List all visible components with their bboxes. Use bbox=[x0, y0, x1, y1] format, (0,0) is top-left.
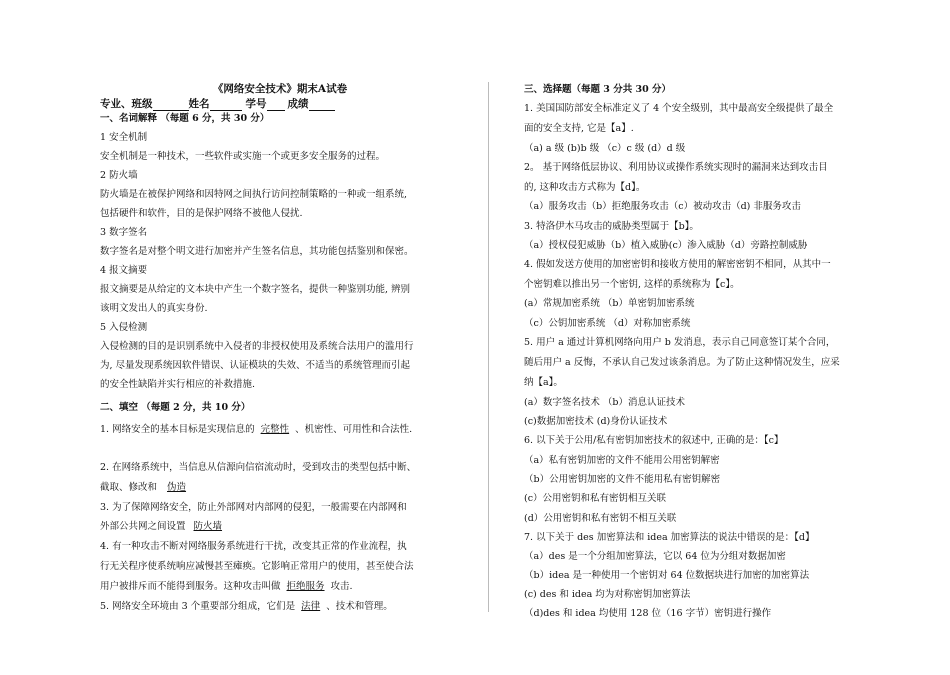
student-info-line bbox=[100, 98, 335, 111]
fill-2-answer: 伪造 bbox=[167, 482, 187, 493]
term-2-heading: 2 防火墙 bbox=[100, 170, 138, 181]
q6-option-b: （b）公用密钥加密的文件不能用私有密钥解密 bbox=[524, 474, 721, 485]
q5-line-1: 5. 用户 a 通过计算机网络向用户 b 发消息，表示自己同意签订某个合同， bbox=[524, 337, 836, 348]
q7-option-b: （b）idea 是一种使用一个密钥对 64 位数据块进行加密的加密算法 bbox=[524, 570, 810, 581]
exam-title: 《网络安全技术》期末A试卷 bbox=[212, 83, 348, 95]
fill-5-text-b: 、技术和管理。 bbox=[326, 601, 393, 612]
term-4-body-2: 该明文发出人的真实身份. bbox=[100, 303, 208, 314]
q4-options-1: (a）常规加密系统 （b）单密钥加密系统 bbox=[524, 298, 695, 309]
fill-4-line-3 bbox=[100, 580, 353, 593]
score-label: 成绩 bbox=[287, 98, 309, 110]
term-2-body-1: 防火墙是在被保护网络和因特网之间执行访问控制策略的一种或一组系统, bbox=[100, 189, 408, 200]
section-2-heading: 二、填空 （每题 2 分，共 10 分） bbox=[100, 402, 251, 413]
q5-options-2: (c)数据加密技术 (d)身份认证技术 bbox=[524, 416, 668, 427]
major-class-label: 专业、班级 bbox=[100, 98, 153, 110]
term-5-heading: 5 入侵检测 bbox=[100, 322, 148, 333]
term-5-body-3: 的安全性缺陷并实行相应的补救措施. bbox=[100, 379, 256, 390]
section-3-heading: 三、选择题（每题 3 分共 30 分） bbox=[524, 84, 672, 95]
fill-3-line-1: 3. 为了保障网络安全，防止外部网对内部网的侵犯，一般需要在内部网和 bbox=[100, 502, 407, 513]
student-id-label: 学号 bbox=[245, 98, 267, 110]
term-2-body-2: 包括硬件和软件，目的是保护网络不被他人侵扰. bbox=[100, 208, 303, 219]
fill-4-line-1: 4. 有一种攻击不断对网络服务系统进行干扰，改变其正常的作业流程，执 bbox=[100, 541, 407, 552]
score-blank[interactable] bbox=[309, 98, 335, 111]
q2-line-1: 2。 基于网络低层协议、利用协议或操作系统实现时的漏洞来达到攻击目 bbox=[524, 162, 828, 173]
q5-line-3: 纳【a】。 bbox=[524, 377, 563, 388]
fill-1 bbox=[100, 423, 412, 436]
q5-line-2: 随后用户 a 反悔，不承认自己发过该条消息。为了防止这种情况发生，应采 bbox=[524, 357, 840, 368]
q1-line-2: 面的安全支持, 它是【a】. bbox=[524, 123, 634, 134]
fill-4-text-c: 用户被排斥而不能得到服务。这种攻击叫做 bbox=[100, 581, 281, 592]
section-1-heading: 一、名词解释 （每题 6 分，共 30 分） bbox=[100, 113, 270, 124]
q4-options-2: （c）公钥加密系统 （d）对称加密系统 bbox=[524, 318, 691, 329]
fill-1-answer: 完整性 bbox=[260, 424, 290, 435]
term-3-body: 数字签名是对整个明文进行加密并产生签名信息，其功能包括鉴别和保密。 bbox=[100, 246, 414, 257]
major-class-blank[interactable] bbox=[153, 98, 189, 111]
term-1-body: 安全机制是一种技术，一些软件或实施一个或更多安全服务的过程。 bbox=[100, 151, 386, 162]
q4-line-1: 4. 假如发送方使用的加密密钥和接收方使用的解密密钥不相同，从其中一 bbox=[524, 259, 831, 270]
q3-line-1: 3. 特洛伊木马攻击的威胁类型属于【b】。 bbox=[524, 221, 699, 232]
name-blank[interactable] bbox=[210, 98, 242, 111]
student-id-blank[interactable] bbox=[267, 98, 285, 111]
term-5-body-2: 为, 尽量发现系统因软件错误、认证模块的失效、不适当的系统管理而引起 bbox=[100, 360, 411, 371]
q5-options-1: (a）数字签名技术 （b）消息认证技术 bbox=[524, 397, 685, 408]
q2-line-2: 的, 这种攻击方式称为【d】。 bbox=[524, 182, 646, 193]
q6-option-a: （a）私有密钥加密的文件不能用公用密钥解密 bbox=[524, 455, 720, 466]
fill-2-text-b: 截取、修改和 bbox=[100, 482, 158, 493]
term-3-heading: 3 数字签名 bbox=[100, 227, 148, 238]
fill-3-answer: 防火墙 bbox=[193, 521, 223, 532]
term-5-body-1: 入侵检测的目的是识别系统中入侵者的非授权使用及系统合法用户的滥用行 bbox=[100, 341, 414, 352]
q7-option-d: （d)des 和 idea 均使用 128 位（16 字节）密钥进行操作 bbox=[524, 608, 772, 619]
q7-option-c: (c) des 和 idea 均为对称密钥加密算法 bbox=[524, 589, 691, 600]
fill-1-text-b: 、机密性、可用性和合法性. bbox=[295, 424, 413, 435]
fill-3-line-2 bbox=[100, 520, 230, 533]
q3-options: （a）授权侵犯威胁（b）植入威胁(c）渗入威胁（d）旁路控制威胁 bbox=[524, 240, 808, 251]
fill-4-answer: 拒绝服务 bbox=[286, 581, 325, 592]
fill-4-line-2: 行无关程序使系统响应减慢甚至瘫痪。它影响正常用户的使用，甚至使合法 bbox=[100, 561, 414, 572]
q4-line-2: 个密钥难以推出另一个密钥, 这样的系统称为【c】。 bbox=[524, 279, 740, 290]
fill-5-text-a: 5. 网络安全环境由 3 个重要部分组成，它们是 bbox=[100, 601, 296, 612]
q6-option-d: (d）公用密钥和私有密钥不相互关联 bbox=[524, 513, 677, 524]
q1-line-1: 1. 美国国防部安全标准定义了 4 个安全级别，其中最高安全级提供了最全 bbox=[524, 103, 834, 114]
fill-5 bbox=[100, 600, 393, 613]
fill-2-line-2 bbox=[100, 481, 196, 494]
q6-option-c: (c）公用密钥和私有密钥相互关联 bbox=[524, 493, 667, 504]
term-1-heading: 1 安全机制 bbox=[100, 132, 148, 143]
fill-3-text-b: 外部公共网之间设置 bbox=[100, 521, 186, 532]
fill-5-answer: 法律 bbox=[301, 601, 321, 612]
q2-options: （a）服务攻击（b）拒绝服务攻击（c）被动攻击（d) 非服务攻击 bbox=[524, 201, 801, 212]
q7-option-a: （a）des 是一个分组加密算法，它以 64 位为分组对数据加密 bbox=[524, 551, 786, 562]
q6-line-1: 6. 以下关于公用/私有密钥加密技术的叙述中, 正确的是：【c】 bbox=[524, 435, 784, 446]
term-4-body-1: 报文摘要是从给定的文本块中产生一个数字签名，提供一种鉴别功能, 辨别 bbox=[100, 284, 411, 295]
column-divider bbox=[488, 82, 489, 612]
term-4-heading: 4 报文摘要 bbox=[100, 265, 148, 276]
q1-options: （a) a 级 (b)b 级 （c）c 级 (d）d 级 bbox=[524, 143, 686, 154]
q7-line-1: 7. 以下关于 des 加密算法和 idea 加密算法的说法中错误的是：【d】 bbox=[524, 532, 815, 543]
name-label: 姓名 bbox=[188, 98, 210, 110]
fill-1-text-a: 1. 网络安全的基本目标是实现信息的 bbox=[100, 424, 255, 435]
fill-4-text-d: 攻击. bbox=[330, 581, 353, 592]
fill-2-line-1: 2. 在网络系统中，当信息从信源向信宿流动时，受到攻击的类型包括中断、 bbox=[100, 462, 417, 473]
